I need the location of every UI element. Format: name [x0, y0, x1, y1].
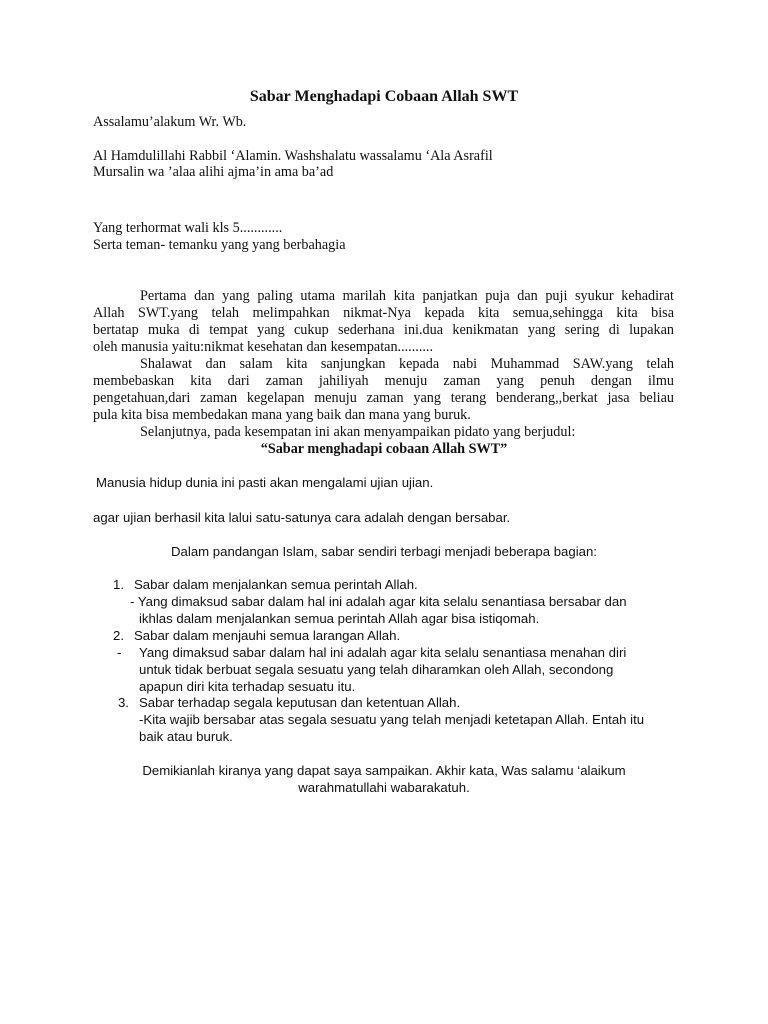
para2-line-1: Shalawat dan salam kita sanjungkan kepada nabi Muhammad SAW.yang telah [140, 356, 674, 372]
para1-line-2: Allah SWT.yang telah melimpahkan nikmat-Nya kepada kita semua,sehingga kita bisa [93, 305, 674, 321]
list-item-3-text: Sabar terhadap segala keputusan dan ketentuan Allah. [139, 695, 461, 710]
document-title: Sabar Menghadapi Cobaan Allah SWT [249, 88, 519, 105]
list-item-2-dash: - [117, 645, 122, 660]
line-dalam: Dalam pandangan Islam, sabar sendiri terbagi menjadi beberapa bagian: [171, 544, 597, 559]
list-item-2-text: Sabar dalam menjauhi semua larangan Allah. [134, 628, 401, 643]
list-item-2-detail-2: untuk tidak berbuat segala sesuatu yang telah diharamkan oleh Allah, secondong [139, 662, 614, 677]
line-agar: agar ujian berhasil kita lalui satu-satunya cara adalah dengan bersabar. [93, 510, 511, 525]
closing-line-1: Demikianlah kiranya yang dapat saya sampaikan. Akhir kata, Was salamu ‘alaikum [142, 763, 626, 778]
opening-line-1: Al Hamdulillahi Rabbil ‘Alamin. Washshalatu wassalamu ‘Ala Asrafil [93, 148, 493, 164]
list-item-2-detail-1: Yang dimaksud sabar dalam hal ini adalah agar kita selalu senantiasa menahan diri [139, 645, 627, 660]
list-item-3-detail-1: -Kita wajib bersabar atas segala sesuatu yang telah menjadi ketetapan Allah. Entah itu [139, 712, 645, 727]
list-item-2-number: 2. [113, 628, 124, 643]
para2-line-2: membebaskan kita dari zaman jahiliyah menuju zaman yang penuh dengan ilmu [93, 373, 674, 389]
para2-line-3: pengetahuan,dari zaman kegelapan menuju zaman yang terang benderang,,berkat jasa beliau [93, 390, 674, 406]
para1-line-1: Pertama dan yang paling utama marilah kita panjatkan puja dan puji syukur kehadirat [140, 288, 674, 304]
para1-line-4: oleh manusia yaitu:nikmat kesehatan dan kesempatan.......... [93, 339, 434, 355]
greeting: Assalamu’alakum Wr. Wb. [93, 114, 247, 130]
list-item-3-number: 3. [118, 695, 129, 710]
list-item-1-detail-1: - Yang dimaksud sabar dalam hal ini adalah agar kita selalu senantiasa bersabar dan [130, 594, 627, 609]
closing-line-2: warahmatullahi wabarakatuh. [298, 780, 470, 795]
list-item-1-number: 1. [113, 577, 124, 592]
para1-line-3: bertatap muka di tempat yang cukup sederhana ini.dua kenikmatan yang sering di lupakan [93, 322, 674, 338]
line-manusia: Manusia hidup dunia ini pasti akan mengalami ujian ujian. [96, 475, 434, 490]
speech-title: “Sabar menghadapi cobaan Allah SWT” [260, 441, 508, 457]
list-item-1-detail-2: ikhlas dalam menjalankan semua perintah Allah agar bisa istiqomah. [139, 611, 540, 626]
para2-line-4: pula kita bisa membedakan mana yang baik dan mana yang buruk. [93, 407, 471, 423]
para3-line: Selanjutnya, pada kesempatan ini akan menyampaikan pidato yang berjudul: [140, 424, 576, 440]
list-item-2-detail-3: apapun diri kita terhadap sesuatu itu. [139, 679, 356, 694]
address-line-1: Yang terhormat wali kls 5............ [93, 220, 283, 236]
address-line-2: Serta teman- temanku yang yang berbahagia [93, 237, 346, 253]
opening-line-2: Mursalin wa ’alaa alihi ajma’in ama ba’ad [93, 164, 334, 180]
list-item-3-detail-2: baik atau buruk. [139, 729, 233, 744]
list-item-1-text: Sabar dalam menjalankan semua perintah Allah. [134, 577, 418, 592]
